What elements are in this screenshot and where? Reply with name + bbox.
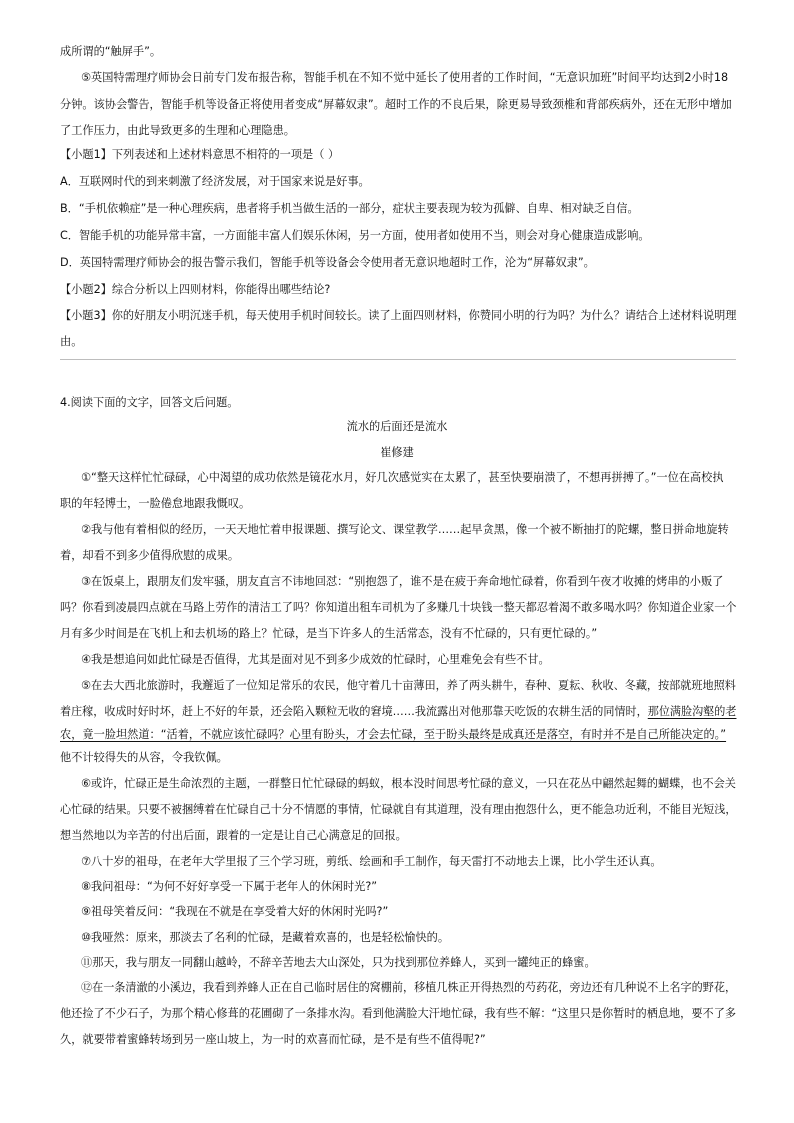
paragraph-3-line: 吗？你看到凌晨四点就在马路上劳作的清洁工了吗？你知道出租车司机为了多赚几十块钱一整天都忍着渴不敢多喝水吗？你知道企业家一个	[60, 601, 737, 614]
paragraph-5-line: 分钟。该协会警告，智能手机等设备正将使用者变成“屏幕奴隶”。超时工作的不良后果，除更易导致颈椎和背部疾病外，还在无形中增加	[60, 98, 732, 111]
paragraph-9: ⑨祖母笑着反问：“我现在不就是在享受着大好的休闲时光吗?”	[81, 905, 389, 918]
paragraph-5-line: ⑤英国特需理疗师协会日前专门发布报告称，智能手机在不知不觉中延长了使用者的工作时间，“无意识加班”时间平均达到2小时18	[81, 71, 729, 84]
paragraph-1-line: 职的年轻博士，一脸倦怠地跟我慨叹。	[60, 497, 251, 510]
option-d: D．英国特需理疗师协会的报告警示我们，智能手机等设备会令使用者无意识地超时工作，沦为“屏幕奴隶”。	[60, 256, 595, 269]
paragraph-12-line: 久，就要带着蜜蜂转场到另一座山坡上，为一时的欢喜而忙碌，是不是有些不值得呢?”	[60, 1033, 486, 1046]
paragraph-10: ⑩我哑然：原来，那淡去了名利的忙碌，是藏着欢喜的，也是轻松愉快的。	[81, 931, 450, 944]
question-3-line: 【小题3】你的好朋友小明沉迷手机，每天使用手机时间较长。读了上面四则材料，你赞同小明的行为吗？为什么？请结合上述材料说明理	[60, 309, 737, 322]
paragraph-11: ⑪那天，我与朋友一同翻山越岭，不辞辛苦地去大山深处，只为找到那位养蜂人，买到一罐纯正的蜂蜜。	[81, 956, 596, 969]
option-a: A．互联网时代的到来刺激了经济发展，对于国家来说是好事。	[60, 175, 370, 188]
paragraph-6-line: 心忙碌的结果。只要不被捆缚着在忙碌自己十分不情愿的事情，忙碌就自有其道理，没有理由抱怨什么，更不能急功近利，不能目光短浅，	[60, 803, 737, 816]
underlined-text: 农，竟一脸坦然道：“活着，不就应该忙碌吗？心里有盼头，才会去忙碌，至于盼头最终是成真还是落空，有时并不是自己所能决定的。”	[60, 728, 727, 741]
paragraph-6-line: 想当然地以为辛苦的付出后面，跟着的一定是让自己心满意足的回报。	[60, 829, 407, 842]
question-2: 【小题2】综合分析以上四则材料，你能得出哪些结论?	[60, 283, 331, 296]
option-c: C．智能手机的功能异常丰富，一方面能丰富人们娱乐休闲，另一方面，使用者如使用不当，则会对身心健康造成影响。	[60, 229, 650, 242]
paragraph-2-line: ②我与他有着相似的经历，一天天地忙着申报课题、撰写论文、课堂教学……起早贪黑，像一个被不断抽打的陀螺，整日拼命地旋转	[81, 523, 729, 536]
text-line: 成所谓的“触屏手”。	[60, 45, 162, 58]
paragraph-5-line	[60, 704, 736, 720]
question-4-intro: 4.阅读下面的文字，回答文后问题。	[60, 396, 239, 409]
paragraph-4: ④我是想追问如此忙碌是否值得，尤其是面对见不到多少成效的忙碌时，心里难免会有些不甘。	[81, 653, 550, 666]
paragraph-1-line: ①“整天这样忙忙碌碌，心中渴望的成功依然是镜花水月，好几次感觉实在太累了，甚至快要崩溃了，不想再拼搏了。”一位在高校执	[81, 471, 724, 484]
paragraph-3-line: ③在饭桌上，跟朋友们发牢骚，朋友直言不讳地回怼：“别抱怨了，谁不是在疲于奔命地忙碌着，你看到午夜才收摊的烤串的小贩了	[81, 575, 724, 588]
article-title: 流水的后面还是流水	[346, 420, 448, 433]
section-divider	[60, 359, 736, 360]
paragraph-8: ⑧我问祖母：“为何不好好享受一下属于老年人的休闲时光?”	[81, 880, 378, 893]
question-3-line: 由。	[60, 335, 83, 348]
paragraph-2-line: 着，却看不到多少值得欣慰的成果。	[60, 549, 240, 562]
option-b: B．“手机依赖症”是一种心理疾病，患者将手机当做生活的一部分，症状主要表现为较为孤僻、自卑、相对缺乏自信。	[60, 202, 639, 215]
paragraph-12-line: ⑫在一条清澈的小溪边，我看到养蜂人正在自己临时居住的窝棚前，移植几株正开得热烈的芍药花，旁边还有几种说不上名字的野花，	[81, 981, 737, 994]
paragraph-6-line: ⑥或许，忙碌正是生命浓烈的主题，一群整日忙忙碌碌的蚂蚁，根本没时间思考忙碌的意义，一只在花丛中翩然起舞的蝴蝶，也不会关	[81, 777, 736, 790]
paragraph-5-line: 了工作压力，由此导致更多的生理和心理隐患。	[60, 124, 295, 137]
question-1: 【小题1】下列表述和上述材料意思不相符的一项是（ ）	[60, 148, 340, 161]
paragraph-7: ⑦八十岁的祖母，在老年大学里报了三个学习班，剪纸、绘画和手工制作，每天雷打不动地去上课，比小学生还认真。	[81, 855, 662, 868]
article-author: 崔修建	[380, 446, 414, 459]
paragraph-5-line: 他不计较得失的从容，令我钦佩。	[60, 751, 228, 764]
paragraph-5-line: ⑤在去大西北旅游时，我邂逅了一位知足常乐的农民，他守着几十亩薄田，养了两头耕牛，春种、夏耘、秋收、冬藏，按部就班地照料	[81, 679, 736, 692]
paragraph-12-line: 他还捡了不少石子，为那个精心修葺的花圃砌了一条排水沟。看到他满脸大汗地忙碌，我有些不解：“这里只是你暂时的栖息地，要不了多	[60, 1007, 737, 1020]
underlined-text: 那位满脸沟壑的老	[647, 705, 737, 718]
paragraph-5-text: 着庄稼，收成时好时坏，赶上不好的年景，还会陷入颗粒无收的窘境……我流露出对他那靠天吃饭的农耕生活的同情时，	[60, 705, 648, 718]
paragraph-3-line: 月有多少时间是在飞机上和去机场的路上？忙碌，是当下许多人的生活常态，没有不忙碌的，只有更忙碌的。”	[60, 627, 598, 640]
